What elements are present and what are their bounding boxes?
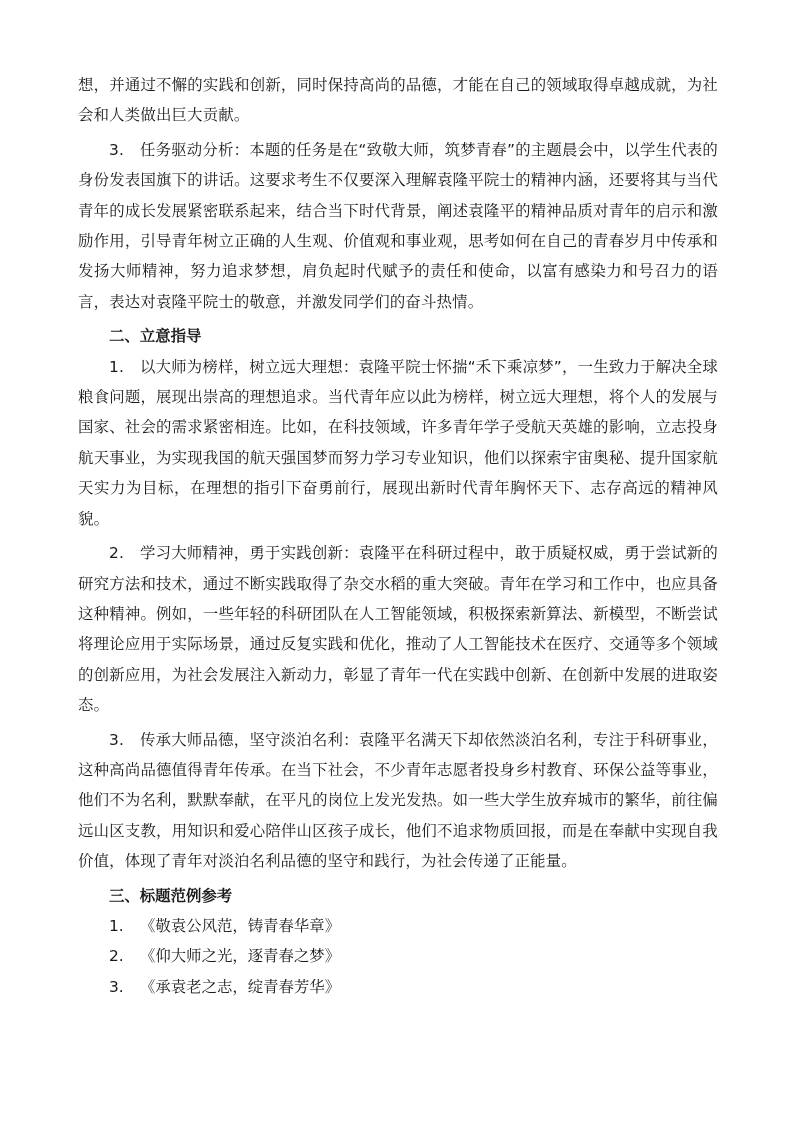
title-example-1	[78, 911, 718, 941]
title-example-text: 《承袁老之志，绽青春芳华》	[140, 977, 341, 996]
item-number: 3.	[109, 730, 125, 749]
intent-item-text: 以大师为榜样，树立远大理想：袁隆平院士怀揣“禾下乘凉梦”，一生致力于解决全球粮食问题，展现出崇高的理想追求。当代青年应以此为榜样，树立远大理想，将个人的发展与国家、社会的需求紧密相连。比如，在科技领域，许多青年学子受航天英雄的影响，立志投身航天事业，为实现我国的航天强国梦而努力学习专业知识，他们以探索宇宙奥秘、提升国家航天实力为目标，在理想的指引下奋勇前行，展现出新时代青年胸怀天下、志存高远的精神风貌。	[78, 357, 718, 528]
intent-item-1	[78, 352, 718, 534]
intent-item-2	[78, 538, 718, 720]
item-number: 1.	[109, 357, 125, 376]
item-number: 3.	[109, 140, 125, 159]
title-example-text: 《敬袁公风范，铸青春华章》	[140, 916, 341, 935]
item-number: 1.	[109, 916, 124, 935]
intent-item-text: 学习大师精神，勇于实践创新：袁隆平在科研过程中，敢于质疑权威，勇于尝试新的研究方法和技术，通过不断实践取得了杂交水稻的重大突破。青年在学习和工作中，也应具备这种精神。例如，一些年轻的科研团队在人工智能领域，积极探索新算法、新模型，不断尝试将理论应用于实际场景，通过反复实践和优化，推动了人工智能技术在医疗、交通等多个领域的创新应用，为社会发展注入新动力，彰显了青年一代在实践中创新、在创新中发展的进取姿态。	[78, 544, 718, 715]
item-number: 2.	[109, 947, 124, 966]
intent-item-text: 传承大师品德，坚守淡泊名利：袁隆平名满天下却依然淡泊名利，专注于科研事业，这种高尚品德值得青年传承。在当下社会，不少青年志愿者投身乡村教育、环保公益等事业，他们不为名利，默默奉献，在平凡的岗位上发光发热。如一些大学生放弃城市的繁华，前往偏远山区支教，用知识和爱心陪伴山区孩子成长，他们不追求物质回报，而是在奉献中实现自我价值，体现了青年对淡泊名利品德的坚守和践行，为社会传递了正能量。	[78, 730, 718, 871]
title-example-text: 《仰大师之光，逐青春之梦》	[140, 947, 341, 966]
continuation-paragraph: 想，并通过不懈的实践和创新，同时保持高尚的品德，才能在自己的领域取得卓越成就，为社会和人类做出巨大贡献。	[78, 76, 718, 125]
task-analysis-paragraph	[78, 135, 718, 317]
intent-item-3	[78, 725, 718, 877]
item-number: 3.	[109, 977, 124, 996]
task-analysis-text: 任务驱动分析：本题的任务是在“致敬大师，筑梦青春”的主题晨会中，以学生代表的身份发表国旗下的讲话。这要求考生不仅要深入理解袁隆平院士的精神内涵，还要将其与当代青年的成长发展紧密联系起来，结合当下时代背景，阐述袁隆平的精神品质对青年的启示和激励作用，引导青年树立正确的人生观、价值观和事业观，思考如何在自己的青春岁月中传承和发扬大师精神，努力追求梦想，肩负起时代赋予的责任和使命，以富有感染力和号召力的语言，表达对袁隆平院士的敬意，并激发同学们的奋斗热情。	[78, 140, 718, 311]
section-heading-intent-guidance: 二、立意指导	[109, 327, 202, 346]
title-example-2	[78, 941, 718, 971]
title-example-3	[78, 972, 718, 1002]
section-heading-title-examples: 三、标题范例参考	[109, 886, 233, 905]
item-number: 2.	[109, 544, 125, 563]
document-page	[78, 70, 718, 1002]
